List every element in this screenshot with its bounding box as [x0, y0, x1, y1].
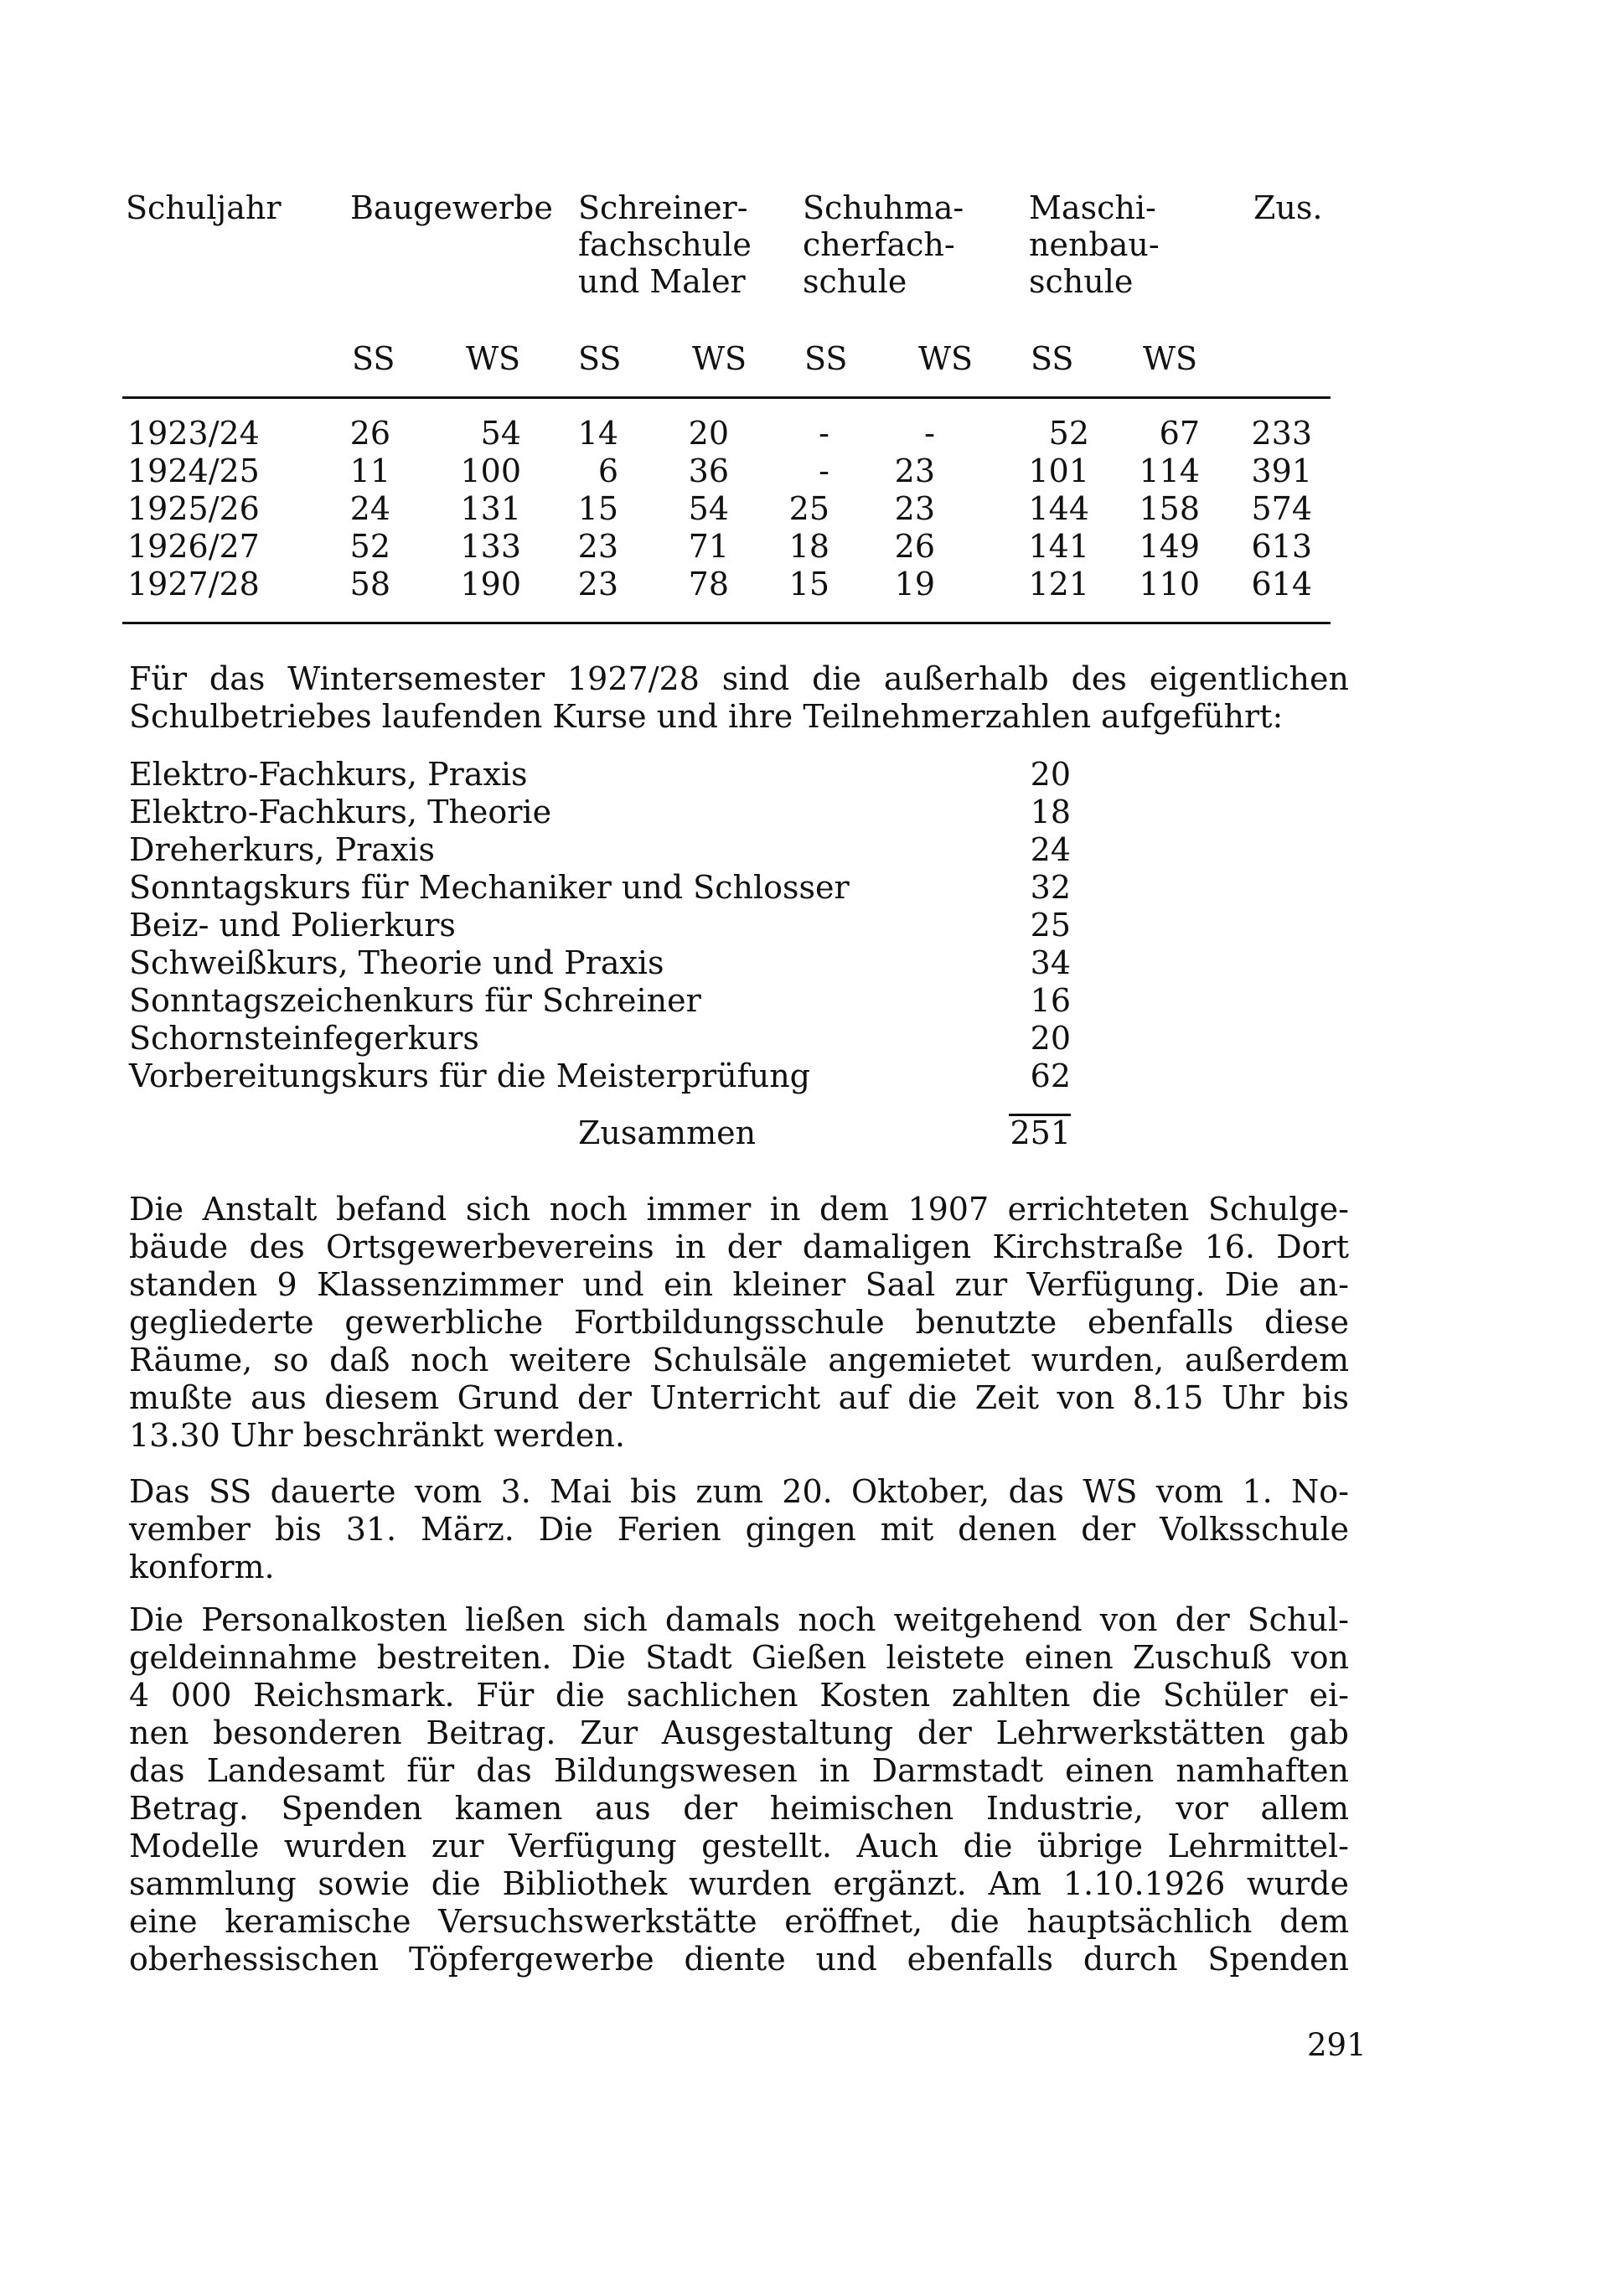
- table-cell: 36: [688, 452, 729, 489]
- text-line: eine keramische Versuchswerkstätte eröffnet, die hauptsächlich dem: [129, 1903, 1349, 1940]
- table-cell: 18: [788, 528, 829, 565]
- table-row-year: 1924/25: [127, 452, 260, 489]
- table-cell: 52: [349, 528, 390, 565]
- subheader-ss: SS: [1031, 340, 1074, 377]
- text-line: Schulbetriebes laufenden Kurse und ihre Teilnehmerzahlen aufgeführt:: [129, 698, 1284, 735]
- text-line: Betrag. Spenden kamen aus der heimischen Industrie, vor allem: [129, 1790, 1349, 1827]
- header-schreiner-line2: fachschule: [578, 226, 752, 263]
- text-line: geldeinnahme bestreiten. Die Stadt Gießen leistete einen Zuschuß von: [129, 1639, 1349, 1676]
- header-maschinenbau-line3: schule: [1029, 263, 1134, 300]
- course-count: 20: [1030, 756, 1071, 793]
- subheader-ws: WS: [918, 340, 974, 377]
- table-top-rule: [122, 396, 1331, 399]
- table-cell: 78: [688, 566, 729, 602]
- table-cell: -: [819, 452, 829, 489]
- table-cell-total: 613: [1251, 528, 1312, 565]
- text-line: standen 9 Klassenzimmer und ein kleiner Saal zur Verfügung. Die an-: [129, 1266, 1349, 1303]
- table-cell: 14: [577, 415, 618, 452]
- header-maschinenbau-line1: Maschi-: [1029, 189, 1156, 226]
- course-count: 16: [1030, 982, 1071, 1019]
- header-zus: Zus.: [1253, 189, 1323, 226]
- table-cell: 15: [577, 490, 618, 527]
- text-line: gegliederte gewerbliche Fortbildungsschule benutzte ebenfalls diese: [129, 1304, 1349, 1341]
- table-cell: 121: [1028, 566, 1089, 602]
- table-cell: 100: [460, 452, 521, 489]
- table-cell: 6: [597, 452, 618, 489]
- text-line: konform.: [129, 1549, 275, 1585]
- course-name: Schweißkurs, Theorie und Praxis: [129, 944, 664, 981]
- text-line: oberhessischen Töpfergewerbe diente und ebenfalls durch Spenden: [129, 1941, 1349, 1978]
- table-bottom-rule: [122, 622, 1331, 624]
- table-cell: -: [924, 415, 935, 452]
- table-cell-total: 574: [1251, 490, 1312, 527]
- text-line: sammlung sowie die Bibliothek wurden ergänzt. Am 1.10.1926 wurde: [129, 1865, 1349, 1902]
- course-count: 34: [1030, 944, 1071, 981]
- subheader-ws: WS: [466, 340, 521, 377]
- text-line: Die Personalkosten ließen sich damals noch weitgehend von der Schul-: [129, 1601, 1349, 1638]
- total-label: Zusammen: [578, 1114, 757, 1151]
- course-count: 62: [1030, 1058, 1071, 1094]
- table-cell: 190: [460, 566, 521, 602]
- table-cell: 131: [460, 490, 521, 527]
- table-cell: 144: [1028, 490, 1089, 527]
- paragraph-building: [129, 1191, 1349, 1455]
- table-cell-total: 614: [1251, 566, 1312, 602]
- text-line: Modelle wurden zur Verfügung gestellt. Auch die übrige Lehrmittel-: [129, 1828, 1349, 1864]
- paragraph-costs: [129, 1601, 1349, 1978]
- table-cell: 23: [894, 490, 935, 527]
- page-number: 291: [1307, 2027, 1367, 2063]
- header-schuhmacher-line3: schule: [803, 263, 907, 300]
- text-line: 13.30 Uhr beschränkt werden.: [129, 1417, 625, 1454]
- table-row-year: 1923/24: [127, 415, 260, 452]
- course-name: Dreherkurs, Praxis: [129, 831, 436, 868]
- text-line: bäude des Ortsgewerbevereins in der damaligen Kirchstraße 16. Dort: [129, 1228, 1349, 1265]
- text-line: Die Anstalt befand sich noch immer in dem 1907 errichteten Schulge-: [129, 1191, 1349, 1228]
- table-cell: 67: [1159, 415, 1200, 452]
- table-cell-total: 233: [1251, 415, 1312, 452]
- table-cell: 101: [1028, 452, 1089, 489]
- table-cell: 54: [480, 415, 521, 452]
- text-line: nen besonderen Beitrag. Zur Ausgestaltung der Lehrwerkstätten gab: [129, 1714, 1349, 1751]
- table-cell: 26: [349, 415, 390, 452]
- header-schuhmacher-line2: cherfach-: [803, 226, 955, 263]
- table-cell: 71: [688, 528, 729, 565]
- text-line: Das SS dauerte vom 3. Mai bis zum 20. Oktober, das WS vom 1. No-: [129, 1473, 1349, 1510]
- table-cell: 141: [1028, 528, 1089, 565]
- course-name: Elektro-Fachkurs, Theorie: [129, 794, 552, 830]
- course-count: 32: [1030, 869, 1071, 906]
- table-cell: 24: [349, 490, 390, 527]
- table-row-year: 1925/26: [127, 490, 260, 527]
- table-cell: 26: [894, 528, 935, 565]
- table-cell: -: [819, 415, 829, 452]
- text-line: Für das Wintersemester 1927/28 sind die außerhalb des eigentlichen: [129, 660, 1349, 697]
- course-count: 20: [1030, 1020, 1071, 1057]
- table-cell: 20: [688, 415, 729, 452]
- table-cell: 23: [894, 452, 935, 489]
- total-value: 251: [1010, 1114, 1071, 1151]
- header-schreiner-line3: und Maler: [578, 263, 746, 300]
- table-cell: 52: [1048, 415, 1089, 452]
- table-cell: 25: [788, 490, 829, 527]
- table-cell: 15: [788, 566, 829, 602]
- course-name: Sonntagszeichenkurs für Schreiner: [129, 982, 701, 1019]
- table-cell: 11: [349, 452, 390, 489]
- table-cell: 149: [1139, 528, 1200, 565]
- intro-paragraph: [129, 660, 1349, 736]
- table-cell: 58: [349, 566, 390, 602]
- header-schuhmacher-line1: Schuhma-: [803, 189, 964, 226]
- table-row-year: 1927/28: [127, 566, 260, 602]
- table-cell: 158: [1139, 490, 1200, 527]
- table-cell: 133: [460, 528, 521, 565]
- header-baugewerbe: Baugewerbe: [350, 189, 553, 226]
- subheader-ss: SS: [352, 340, 395, 377]
- course-count: 25: [1030, 907, 1071, 944]
- table-cell: 23: [577, 566, 618, 602]
- table-cell: 110: [1139, 566, 1200, 602]
- table-cell: 19: [894, 566, 935, 602]
- course-name: Elektro-Fachkurs, Praxis: [129, 756, 528, 793]
- header-schreiner-line1: Schreiner-: [578, 189, 748, 226]
- table-cell-total: 391: [1251, 452, 1312, 489]
- table-cell: 54: [688, 490, 729, 527]
- paragraph-semester: [129, 1473, 1349, 1586]
- course-name: Vorbereitungskurs für die Meisterprüfung: [129, 1058, 811, 1094]
- header-maschinenbau-line2: nenbau-: [1029, 226, 1160, 263]
- table-cell: 114: [1139, 452, 1200, 489]
- text-line: das Landesamt für das Bildungswesen in Darmstadt einen namhaften: [129, 1752, 1349, 1789]
- subheader-ws: WS: [692, 340, 747, 377]
- course-name: Beiz- und Polierkurs: [129, 907, 456, 944]
- subheader-ws: WS: [1143, 340, 1198, 377]
- text-line: mußte aus diesem Grund der Unterricht auf die Zeit von 8.15 Uhr bis: [129, 1379, 1349, 1416]
- table-row-year: 1926/27: [127, 528, 260, 565]
- text-line: 4 000 Reichsmark. Für die sachlichen Kosten zahlten die Schüler ei-: [129, 1677, 1349, 1714]
- course-name: Schornsteinfegerkurs: [129, 1020, 479, 1057]
- subheader-ss: SS: [804, 340, 848, 377]
- course-name: Sonntagskurs für Mechaniker und Schlosser: [129, 869, 850, 906]
- text-line: Räume, so daß noch weitere Schulsäle angemietet wurden, außerdem: [129, 1342, 1349, 1378]
- table-cell: 23: [577, 528, 618, 565]
- header-schuljahr: Schuljahr: [126, 189, 282, 226]
- course-count: 24: [1030, 831, 1071, 868]
- subheader-ss: SS: [578, 340, 622, 377]
- course-count: 18: [1030, 794, 1071, 830]
- text-line: vember bis 31. März. Die Ferien gingen mit denen der Volksschule: [129, 1511, 1349, 1548]
